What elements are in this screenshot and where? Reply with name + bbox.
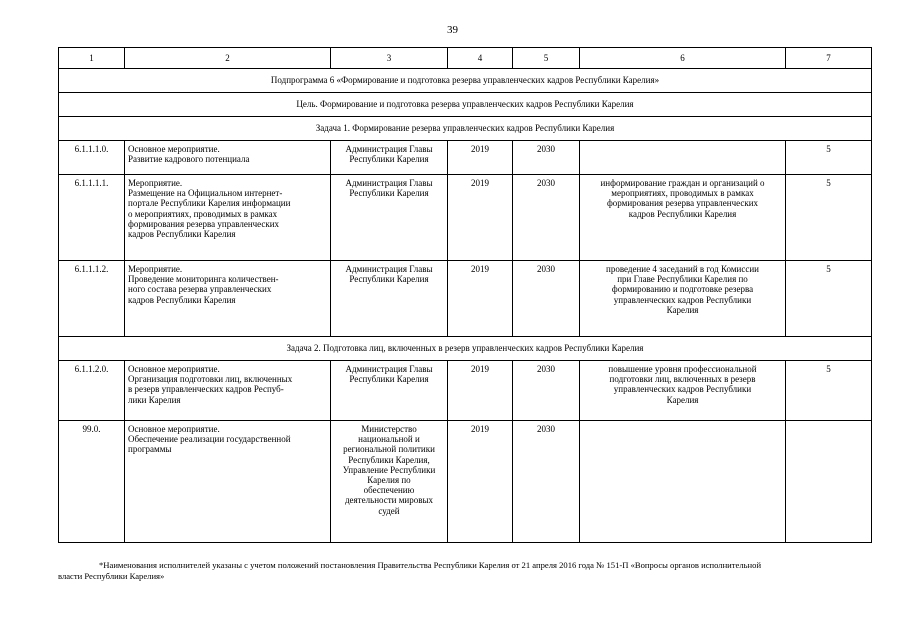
end-year-cell: 2030 bbox=[513, 421, 580, 543]
program-table bbox=[58, 47, 872, 543]
col7-cell: 5 bbox=[786, 261, 872, 337]
task2-title: Задача 2. Подготовка лиц, включенных в резерв управленческих кадров Республики Карелия bbox=[59, 337, 872, 361]
cell-line: формирования резерва управленческих bbox=[128, 218, 280, 229]
cell-line: Министерство bbox=[361, 424, 417, 434]
header-cell: 4 bbox=[448, 48, 513, 69]
table-row bbox=[59, 261, 872, 337]
cell-line: Мероприятие. bbox=[128, 178, 183, 188]
goal-title: Цель. Формирование и подготовка резерва управленческих кадров Республики Карелия bbox=[59, 93, 872, 117]
cell-line: о мероприятиях, проводимых в рамках bbox=[128, 208, 278, 219]
section-row bbox=[59, 117, 872, 141]
end-year-cell: 2030 bbox=[513, 261, 580, 337]
result-cell bbox=[580, 421, 786, 543]
result-cell bbox=[580, 361, 786, 421]
cell-line: лики Карелия bbox=[128, 394, 181, 405]
code-cell: 99.0. bbox=[59, 421, 125, 543]
col7-cell: 5 bbox=[786, 361, 872, 421]
name-cell bbox=[125, 175, 331, 261]
col7-cell: 5 bbox=[786, 175, 872, 261]
footnote-line: *Наименования исполнителей указаны с учетом положений постановления Правительства Республики Карелия от 21 апреля 2016 года № 151-П «Вопросы органов исполнительной bbox=[99, 560, 762, 570]
cell-line: Администрация Главы bbox=[345, 144, 433, 154]
result-cell bbox=[580, 261, 786, 337]
task1-title: Задача 1. Формирование резерва управленческих кадров Республики Карелия bbox=[59, 117, 872, 141]
cell-line: Основное мероприятие. bbox=[128, 424, 220, 434]
name-cell bbox=[125, 421, 331, 543]
cell-line: Организация подготовки лиц, включенных bbox=[128, 374, 293, 385]
cell-line: подготовки лиц, включенных в резерв bbox=[609, 374, 756, 385]
end-year-cell: 2030 bbox=[513, 361, 580, 421]
subprogram-title: Подпрограмма 6 «Формирование и подготовка резерва управленческих кадров Республики Карелия» bbox=[59, 69, 872, 93]
header-cell: 2 bbox=[125, 48, 331, 69]
cell-line: при Главе Республики Карелия по bbox=[617, 274, 748, 285]
executor-cell bbox=[331, 421, 448, 543]
executor-cell bbox=[331, 141, 448, 175]
cell-line: Размещение на Официальном интернет- bbox=[128, 188, 283, 199]
cell-line: портале Республики Карелия информации bbox=[128, 198, 291, 209]
cell-line: Обеспечение реализации государственной bbox=[128, 434, 291, 445]
start-year-cell: 2019 bbox=[448, 361, 513, 421]
section-row bbox=[59, 69, 872, 93]
cell-line: национальной и bbox=[358, 434, 420, 445]
footnote bbox=[58, 560, 868, 581]
start-year-cell: 2019 bbox=[448, 261, 513, 337]
code-cell: 6.1.1.1.1. bbox=[59, 175, 125, 261]
name-cell bbox=[125, 261, 331, 337]
header-cell: 5 bbox=[513, 48, 580, 69]
table-row bbox=[59, 421, 872, 543]
cell-line: Карелия bbox=[666, 394, 699, 405]
executor-cell bbox=[331, 261, 448, 337]
cell-line: Развитие кадрового потенциала bbox=[128, 154, 250, 165]
executor-cell bbox=[331, 361, 448, 421]
result-cell bbox=[580, 175, 786, 261]
cell-line: Управление Республики bbox=[342, 464, 436, 475]
col7-cell: 5 bbox=[786, 141, 872, 175]
table-row bbox=[59, 175, 872, 261]
page-number: 39 bbox=[447, 24, 458, 36]
header-cell: 3 bbox=[331, 48, 448, 69]
header-cell: 1 bbox=[59, 48, 125, 69]
cell-line: Администрация Главы bbox=[345, 178, 433, 188]
header-cell: 7 bbox=[786, 48, 872, 69]
cell-line: повышение уровня профессиональной bbox=[608, 364, 757, 374]
cell-line: деятельности мировых bbox=[344, 495, 434, 506]
cell-line: Карелия по bbox=[367, 475, 411, 486]
cell-line: Республики Карелия, bbox=[348, 454, 430, 465]
cell-line: Республики Карелия bbox=[349, 274, 429, 285]
cell-line: кадров Республики Карелия bbox=[128, 294, 236, 305]
section-row bbox=[59, 337, 872, 361]
code-cell: 6.1.1.1.2. bbox=[59, 261, 125, 337]
table-row bbox=[59, 141, 872, 175]
cell-line: Республики Карелия bbox=[349, 154, 429, 165]
cell-line: Мероприятие. bbox=[128, 264, 183, 274]
end-year-cell: 2030 bbox=[513, 141, 580, 175]
executor-cell bbox=[331, 175, 448, 261]
cell-line: региональной политики bbox=[343, 444, 435, 455]
code-cell: 6.1.1.1.0. bbox=[59, 141, 125, 175]
header-row bbox=[59, 48, 872, 69]
cell-line: ного состава резерва управленческих bbox=[128, 284, 272, 295]
footnote-line: власти Республики Карелия» bbox=[58, 570, 165, 581]
cell-line: информирование граждан и организаций о bbox=[600, 178, 765, 188]
start-year-cell: 2019 bbox=[448, 175, 513, 261]
cell-line: Администрация Главы bbox=[345, 364, 433, 374]
cell-line: судей bbox=[378, 505, 400, 516]
cell-line: управленческих кадров Республики bbox=[613, 294, 752, 305]
cell-line: формирования резерва управленческих bbox=[606, 198, 759, 209]
cell-line: Основное мероприятие. bbox=[128, 364, 220, 374]
cell-line: Республики Карелия bbox=[349, 188, 429, 199]
cell-line: Республики Карелия bbox=[349, 374, 429, 385]
start-year-cell: 2019 bbox=[448, 421, 513, 543]
cell-line: формированию и подготовке резерва bbox=[611, 284, 754, 295]
name-cell bbox=[125, 141, 331, 175]
code-cell: 6.1.1.2.0. bbox=[59, 361, 125, 421]
col7-cell bbox=[786, 421, 872, 543]
start-year-cell: 2019 bbox=[448, 141, 513, 175]
cell-line: Карелия bbox=[666, 304, 699, 315]
cell-line: обеспечению bbox=[363, 485, 415, 496]
cell-line: управленческих кадров Республики bbox=[613, 384, 752, 395]
result-cell bbox=[580, 141, 786, 175]
name-cell bbox=[125, 361, 331, 421]
section-row bbox=[59, 93, 872, 117]
cell-line: кадров Республики Карелия bbox=[628, 208, 737, 219]
cell-line: программы bbox=[128, 444, 172, 455]
cell-line: кадров Республики Карелия bbox=[128, 229, 236, 240]
cell-line: Проведение мониторинга количествен- bbox=[128, 274, 279, 285]
cell-line: проведение 4 заседаний в год Комиссии bbox=[606, 264, 759, 274]
end-year-cell: 2030 bbox=[513, 175, 580, 261]
table-row bbox=[59, 361, 872, 421]
cell-line: Администрация Главы bbox=[345, 264, 433, 274]
cell-line: мероприятиях, проводимых в рамках bbox=[611, 188, 754, 199]
cell-line: Основное мероприятие. bbox=[128, 144, 220, 154]
cell-line: в резерв управленческих кадров Респуб- bbox=[128, 384, 284, 395]
header-cell: 6 bbox=[580, 48, 786, 69]
